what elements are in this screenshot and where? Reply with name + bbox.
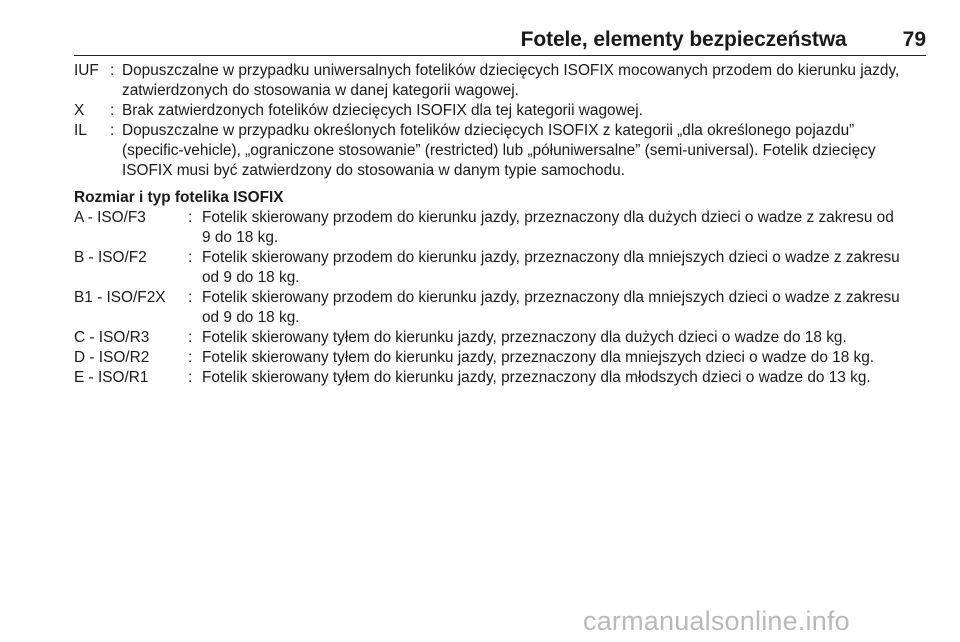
definition-list bbox=[74, 61, 936, 181]
size-term: D - ISO/R2 bbox=[74, 349, 150, 366]
size-term: B - ISO/F2 bbox=[74, 249, 147, 266]
size-row bbox=[74, 208, 940, 248]
size-text bbox=[202, 348, 940, 368]
size-separator: : bbox=[188, 249, 193, 266]
size-line: Fotelik skierowany tyłem do kierunku jazdy, przeznaczony dla mniejszych dzieci o wadze do 18 kg. bbox=[202, 349, 875, 366]
size-type-list bbox=[74, 208, 940, 388]
definition-line: (specific-vehicle), „ograniczone stosowanie” (restricted) lub „półuniwersalne” (semi-universal). Fotelik dziecięcy bbox=[122, 142, 876, 159]
size-line: 9 do 18 kg. bbox=[202, 229, 279, 246]
size-text bbox=[202, 208, 940, 248]
size-term: E - ISO/R1 bbox=[74, 369, 149, 386]
size-line: od 9 do 18 kg. bbox=[202, 269, 300, 286]
size-text bbox=[202, 248, 940, 288]
definition-separator: : bbox=[110, 102, 115, 119]
size-separator: : bbox=[188, 289, 193, 306]
size-row bbox=[74, 368, 940, 388]
definition-text bbox=[122, 101, 936, 121]
watermark: carmanualsonline.info bbox=[583, 606, 850, 636]
definition-row bbox=[74, 121, 936, 181]
definition-separator: : bbox=[110, 122, 115, 139]
header-rule bbox=[74, 55, 926, 56]
size-line: od 9 do 18 kg. bbox=[202, 309, 300, 326]
definition-term: IL bbox=[74, 122, 87, 139]
size-term: A - ISO/F3 bbox=[74, 209, 146, 226]
size-row bbox=[74, 288, 940, 328]
size-row bbox=[74, 328, 940, 348]
page-header bbox=[74, 28, 926, 54]
definition-row bbox=[74, 61, 936, 101]
size-row bbox=[74, 248, 940, 288]
size-separator: : bbox=[188, 329, 193, 346]
size-line: Fotelik skierowany przodem do kierunku jazdy, przeznaczony dla dużych dzieci o wadze z zakresu od bbox=[202, 209, 894, 226]
size-term: C - ISO/R3 bbox=[74, 329, 150, 346]
size-line: Fotelik skierowany przodem do kierunku jazdy, przeznaczony dla mniejszych dzieci o wadze z zakresu bbox=[202, 249, 900, 266]
definition-text bbox=[122, 61, 936, 101]
size-row bbox=[74, 348, 940, 368]
size-text bbox=[202, 288, 940, 328]
definition-line: ISOFIX musi być zatwierdzony do stosowania w danym typie samochodu. bbox=[122, 162, 625, 179]
definition-line: zatwierdzonych do stosowania w danej kategorii wagowej. bbox=[122, 82, 519, 99]
definition-row bbox=[74, 101, 936, 121]
definition-term: X bbox=[74, 102, 85, 119]
section-title: Fotele, elementy bezpieczeństwa bbox=[520, 28, 847, 51]
size-text bbox=[202, 368, 940, 388]
size-separator: : bbox=[188, 209, 193, 226]
definition-term: IUF bbox=[74, 62, 99, 79]
definition-separator: : bbox=[110, 62, 115, 79]
size-term: B1 - ISO/F2X bbox=[74, 289, 166, 306]
size-section-heading: Rozmiar i typ fotelika ISOFIX bbox=[74, 189, 284, 206]
size-line: Fotelik skierowany tyłem do kierunku jazdy, przeznaczony dla dużych dzieci o wadze do 18 kg. bbox=[202, 329, 847, 346]
size-line: Fotelik skierowany przodem do kierunku jazdy, przeznaczony dla mniejszych dzieci o wadze z zakresu bbox=[202, 289, 900, 306]
page-number: 79 bbox=[902, 28, 926, 51]
definition-line: Brak zatwierdzonych fotelików dziecięcych ISOFIX dla tej kategorii wagowej. bbox=[122, 102, 643, 119]
size-text bbox=[202, 328, 940, 348]
size-line: Fotelik skierowany tyłem do kierunku jazdy, przeznaczony dla młodszych dzieci o wadze do 13 kg. bbox=[202, 369, 871, 386]
definition-line: Dopuszczalne w przypadku uniwersalnych fotelików dziecięcych ISOFIX mocowanych przodem do kierunku jazdy, bbox=[122, 62, 900, 79]
size-separator: : bbox=[188, 369, 193, 386]
definition-text bbox=[122, 121, 936, 181]
size-separator: : bbox=[188, 349, 193, 366]
definition-line: Dopuszczalne w przypadku określonych fotelików dziecięcych ISOFIX z kategorii „dla określonego pojazdu” bbox=[122, 122, 855, 139]
